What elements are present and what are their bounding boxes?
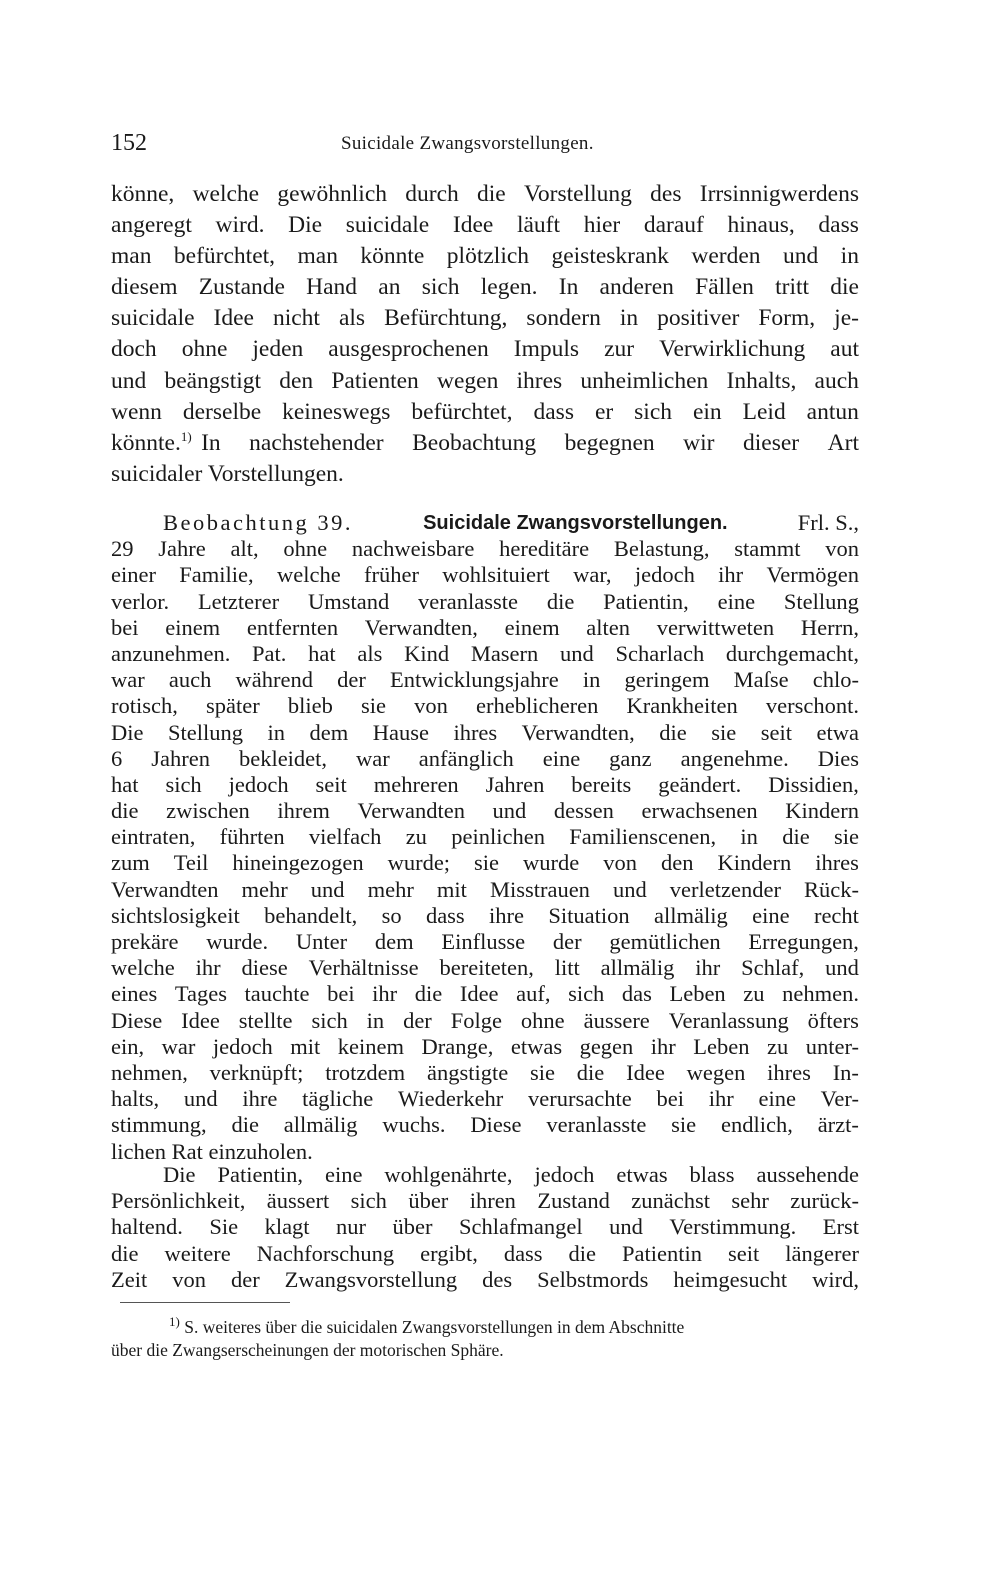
text-line: halts, und ihre tägliche Wiederkehr verursachte bei ihr eine Ver-	[111, 1086, 859, 1112]
text-line: diesem Zustande Hand an sich legen. In anderen Fällen tritt die	[111, 274, 859, 301]
footnote-line: über die Zwangserscheinungen der motorischen Sphäre.	[111, 1340, 504, 1360]
text-line: Verwandten mehr und mehr mit Misstrauen und verletzender Rück-	[111, 876, 859, 902]
text-line: haltend. Sie klagt nur über Schlafmangel und Verstimmung. Erst	[111, 1214, 859, 1240]
text-line: war auch während der Entwicklungsjahre in geringem Maſse chlo-	[111, 667, 859, 693]
text-line: man befürchtet, man könnte plötzlich geisteskrank werden und in	[111, 243, 859, 270]
footnote-line: $^{1)}$ S. weiteres über die suicidalen Zwangsvorstellungen in dem Abschnitte	[169, 1314, 685, 1337]
footnote-separator	[120, 1302, 290, 1303]
observation-title: Suicidale Zwangsvorstellungen.	[423, 512, 728, 534]
text-line: die weitere Nachforschung ergibt, dass die Patientin seit längerer	[111, 1240, 859, 1266]
text-line: prekäre wurde. Unter dem Einflusse der gemütlichen Erregungen,	[111, 929, 859, 954]
text-line: eines Tages tauchte bei ihr die Idee auf, sich das Leben zu nehmen.	[111, 981, 859, 1007]
text-line: suicidaler Vorstellungen.	[111, 460, 344, 487]
footnote-marker: 1)	[169, 1314, 180, 1330]
continuation-paragraph	[111, 1162, 859, 1293]
observation-39	[111, 510, 859, 1165]
observation-subject: Frl. S.,	[797, 510, 859, 535]
text-line: anzunehmen. Pat. hat als Kind Masern und Scharlach durchgemacht,	[111, 640, 859, 666]
text-line: Diese Idee stellte sich in der Folge ohne äussere Veranlassung öfters	[111, 1007, 859, 1033]
text-line: Zeit von der Zwangsvorstellung des Selbstmords heimgesucht wird,	[111, 1266, 859, 1292]
observation-heading-line	[111, 510, 859, 536]
text-line: bei einem entfernten Verwandten, einem alten verwittweten Herrn,	[111, 614, 859, 640]
text-line: 6 Jahren bekleidet, war anfänglich eine ganz angenehme. Dies	[111, 745, 859, 771]
text-line: könne, welche gewöhnlich durch die Vorstellung des Irrsinnigwerdens	[111, 181, 859, 207]
text-line: stimmung, die allmälig wuchs. Diese veranlasste sie endlich, ärzt-	[111, 1112, 859, 1138]
text-line: 29 Jahre alt, ohne nachweisbare hereditäre Belastung, stammt von	[111, 536, 859, 562]
text-line: verlor. Letzterer Umstand veranlasste die Patientin, eine Stellung	[111, 588, 859, 614]
page-number: 152	[111, 130, 147, 156]
text-line: rotisch, später blieb sie von erheblicheren Krankheiten verschont.	[111, 693, 859, 719]
page-header	[111, 127, 859, 159]
text-line: doch ohne jeden ausgesprochenen Impuls zur Verwirklichung aut	[111, 336, 859, 363]
text-line: eintraten, führten vielfach zu peinlichen Familienscenen, in die sie	[111, 824, 859, 850]
text-line: ein, war jedoch mit keinem Drange, etwas gegen ihr Leben zu unter-	[111, 1033, 859, 1059]
intro-paragraph	[111, 179, 859, 490]
text-line: Die Stellung in dem Hause ihres Verwandten, die sie seit etwa	[111, 719, 859, 745]
text-line: lichen Rat einzuholen.	[111, 1138, 313, 1164]
text-line: wenn derselbe keineswegs befürchtet, dass er sich ein Leid antun	[111, 398, 859, 425]
text-line: zum Teil hineingezogen wurde; sie wurde von den Kindern ihres	[111, 850, 859, 876]
text-line: hat sich jedoch seit mehreren Jahren bereits geändert. Dissidien,	[111, 771, 859, 797]
text-line: und beängstigt den Patienten wegen ihres unheimlichen Inhalts, auch	[111, 367, 859, 394]
footnote-reference[interactable]: 1)	[180, 428, 192, 444]
text-line: einer Familie, welche früher wohlsituiert war, jedoch ihr Vermögen	[111, 562, 859, 588]
text-line: Persönlichkeit, äussert sich über ihren Zustand zunächst sehr zurück-	[111, 1188, 859, 1214]
text-line: suicidale Idee nicht als Befürchtung, sondern in positiver Form, je-	[111, 305, 859, 332]
footnote	[111, 1316, 859, 1362]
text-line: nehmen, verknüpft; trotzdem ängstigte sie die Idee wegen ihres In-	[111, 1059, 859, 1085]
text-line: welche ihr diese Verhältnisse bereiteten, litt allmälig ihr Schlaf, und	[111, 955, 859, 981]
observation-label: Beobachtung 39.	[163, 510, 353, 535]
text-line: sichtslosigkeit behandelt, so dass ihre Situation allmälig eine recht	[111, 902, 859, 928]
running-title: Suicidale Zwangsvorstellungen.	[341, 133, 594, 154]
text-line: Die Patientin, eine wohlgenährte, jedoch etwas blass aussehende	[163, 1162, 859, 1187]
text-line: die zwischen ihrem Verwandten und dessen erwachsenen Kindern	[111, 798, 859, 824]
text-line: könnte.$^{1)}$ In nachstehender Beobachtung begegnen wir dieser Art	[111, 428, 859, 456]
text-line: angeregt wird. Die suicidale Idee läuft hier darauf hinaus, dass	[111, 212, 859, 239]
